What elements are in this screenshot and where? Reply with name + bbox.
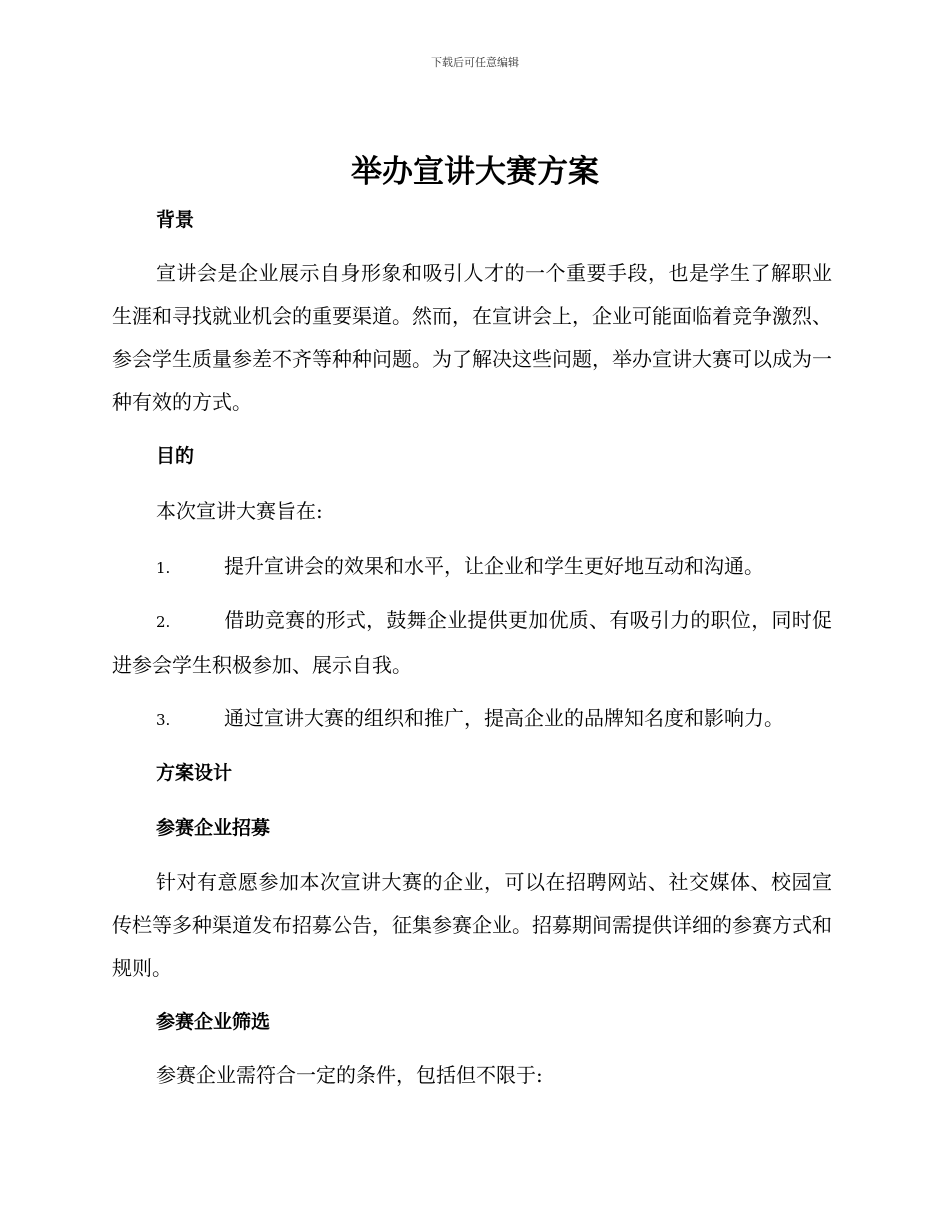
list-item-number: 2. (156, 613, 171, 631)
heading-purpose: 目的 (156, 445, 195, 467)
heading-design: 方案设计 (156, 762, 233, 784)
heading-recruit: 参赛企业招募 (156, 817, 271, 839)
list-item-text: 借助竞赛的形式，鼓舞企业提供更加优质、有吸引力的职位，同时促进参会学生积极参加、展示自我。 (112, 608, 832, 677)
heading-background: 背景 (156, 209, 195, 231)
list-item (112, 599, 832, 687)
heading-screening: 参赛企业筛选 (156, 1011, 271, 1033)
paragraph-recruit: 针对有意愿参加本次宣讲大赛的企业，可以在招聘网站、社交媒体、校园宣传栏等多种渠道发布招募公告，征集参赛企业。招募期间需提供详细的参赛方式和规则。 (112, 870, 832, 980)
list-item (112, 545, 832, 590)
paragraph-background: 宣讲会是企业展示自身形象和吸引人才的一个重要手段，也是学生了解职业生涯和寻找就业机会的重要渠道。然而，在宣讲会上，企业可能面临着竞争激烈、参会学生质量参差不齐等种种问题。为了解决这些问题，举办宣讲大赛可以成为一种有效的方式。 (112, 261, 832, 414)
list-item-text: 提升宣讲会的效果和水平，让企业和学生更好地互动和沟通。 (224, 554, 764, 578)
list-item-text: 通过宣讲大赛的组织和推广，提高企业的品牌知名度和影响力。 (224, 706, 784, 730)
paragraph-screening: 参赛企业需符合一定的条件，包括但不限于: (156, 1063, 543, 1087)
list-item (112, 697, 832, 742)
paragraph-purpose-intro: 本次宣讲大赛旨在: (156, 499, 323, 523)
list-item-number: 3. (156, 711, 171, 729)
list-item-number: 1. (156, 559, 171, 577)
header-note: 下载后可任意编辑 (431, 56, 519, 69)
document-title: 举办宣讲大赛方案 (351, 154, 599, 190)
